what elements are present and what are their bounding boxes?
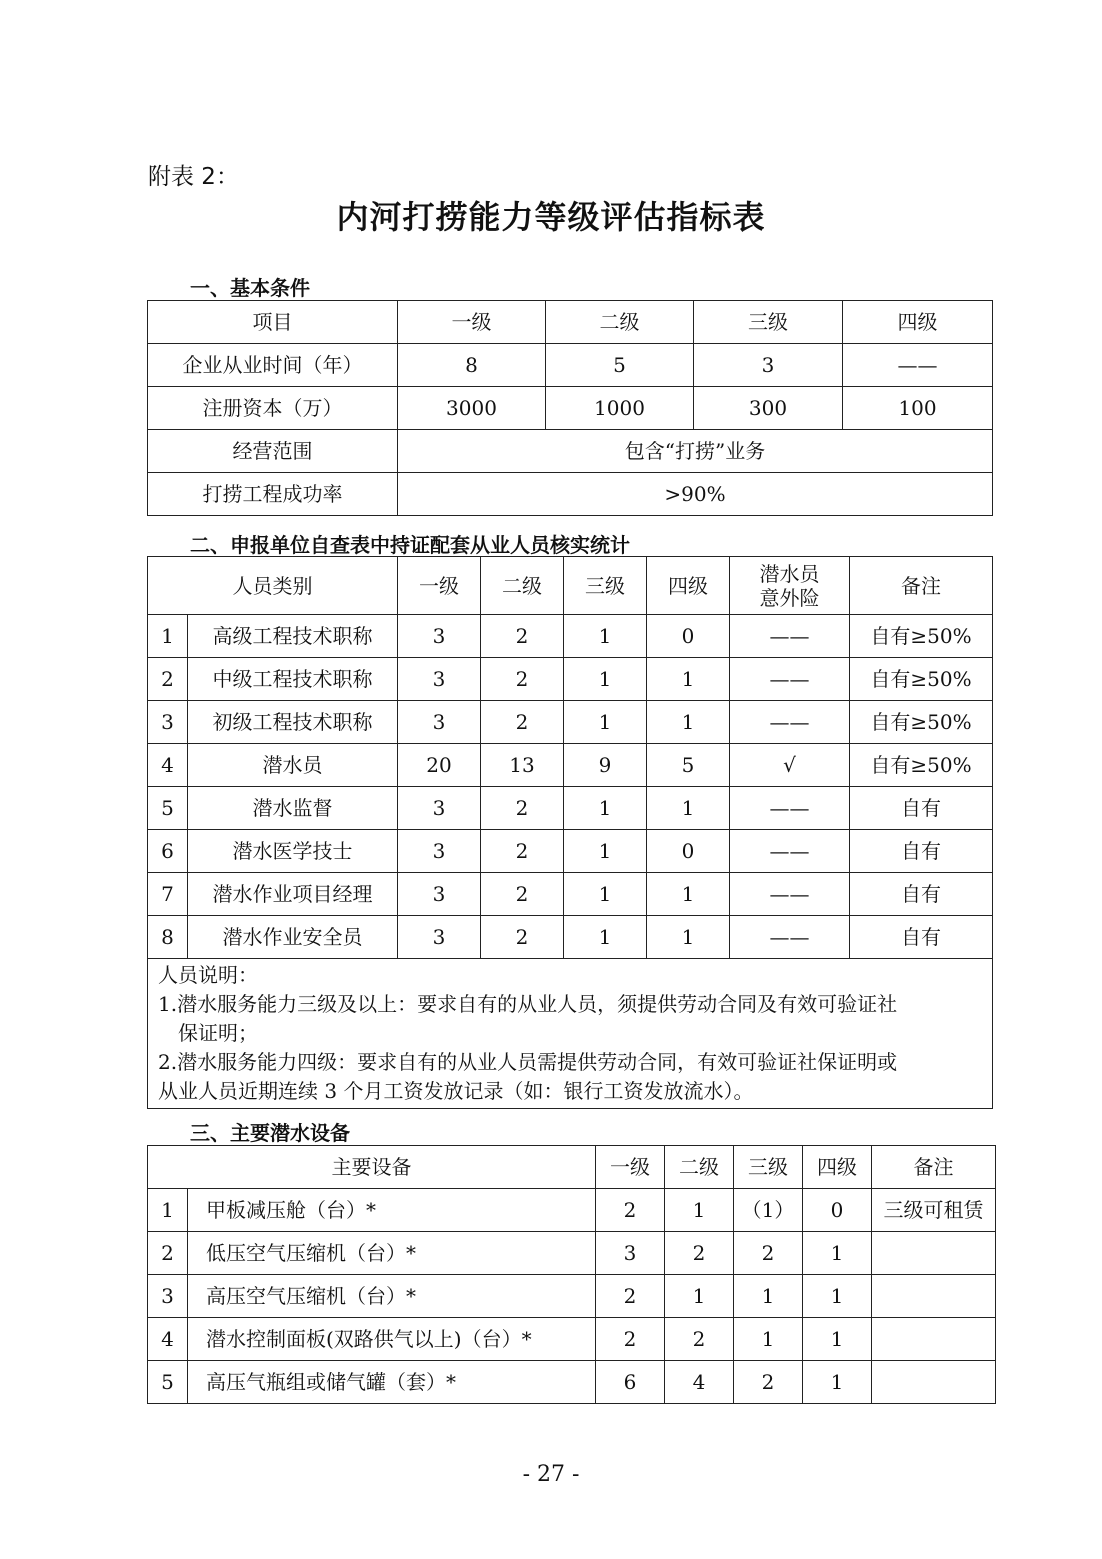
- header-cell: 一级: [398, 301, 546, 344]
- table-row: [148, 387, 993, 430]
- table-row: [148, 473, 993, 516]
- table-row: [148, 1189, 996, 1232]
- cell: 5: [647, 744, 730, 787]
- cell: ——: [730, 916, 850, 959]
- table-row: [148, 1275, 996, 1318]
- header-cell: 二级: [665, 1146, 734, 1189]
- row-label: 高压空气压缩机（台）*: [188, 1275, 596, 1318]
- cell: 0: [803, 1189, 872, 1232]
- notes-cell: [148, 959, 993, 1109]
- header-cell: 人员类别: [148, 557, 398, 615]
- cell: 2: [481, 830, 564, 873]
- row-number: 4: [148, 744, 188, 787]
- row-label: 潜水作业安全员: [188, 916, 398, 959]
- row-number: 4: [148, 1318, 188, 1361]
- header-cell: 一级: [596, 1146, 665, 1189]
- header-cell: 二级: [546, 301, 694, 344]
- table-row: [148, 787, 993, 830]
- cell: 8: [398, 344, 546, 387]
- cell: 2: [665, 1318, 734, 1361]
- cell: ——: [730, 701, 850, 744]
- remark-cell: [872, 1232, 996, 1275]
- row-label: 高压气瓶组或储气罐（套）*: [188, 1361, 596, 1404]
- cell: 6: [596, 1361, 665, 1404]
- section-2-heading: 二、申报单位自查表中持证配套从业人员核实统计: [190, 533, 630, 557]
- remark-cell: 自有: [850, 787, 993, 830]
- row-label: 潜水作业项目经理: [188, 873, 398, 916]
- cell: ——: [843, 344, 993, 387]
- cell: 2: [481, 615, 564, 658]
- header-cell: [730, 557, 850, 615]
- table-row: [148, 344, 993, 387]
- cell: 1: [647, 701, 730, 744]
- cell: >90%: [398, 473, 993, 516]
- row-label: 潜水监督: [188, 787, 398, 830]
- cell: 13: [481, 744, 564, 787]
- row-label: 甲板减压舱（台）*: [188, 1189, 596, 1232]
- cell: 3: [398, 830, 481, 873]
- notes-row: [148, 959, 993, 1109]
- row-number: 7: [148, 873, 188, 916]
- cell: 0: [647, 615, 730, 658]
- table-row: [148, 916, 993, 959]
- row-label: 高级工程技术职称: [188, 615, 398, 658]
- notes-line: 2.潜水服务能力四级：要求自有的从业人员需提供劳动合同，有效可验证社保证明或: [158, 1050, 898, 1074]
- cell: 3: [694, 344, 843, 387]
- table-row: [148, 658, 993, 701]
- cell: 1: [647, 916, 730, 959]
- cell: 1: [803, 1275, 872, 1318]
- cell: 3: [398, 787, 481, 830]
- notes-line: 1.潜水服务能力三级及以上：要求自有的从业人员，须提供劳动合同及有效可验证社: [158, 992, 898, 1016]
- cell: 0: [647, 830, 730, 873]
- cell: 2: [734, 1232, 803, 1275]
- cell: 1: [564, 658, 647, 701]
- header-cell: 备注: [872, 1146, 996, 1189]
- row-number: 6: [148, 830, 188, 873]
- row-label: 打捞工程成功率: [148, 473, 398, 516]
- cell: 1: [564, 787, 647, 830]
- remark-cell: 自有≥50%: [850, 658, 993, 701]
- header-cell: 四级: [843, 301, 993, 344]
- row-label: 潜水控制面板(双路供气以上)（台）*: [188, 1318, 596, 1361]
- row-number: 3: [148, 1275, 188, 1318]
- table-header-row: [148, 1146, 996, 1189]
- table-row: [148, 744, 993, 787]
- remark-cell: 自有: [850, 830, 993, 873]
- row-label: 潜水医学技士: [188, 830, 398, 873]
- cell: 1: [803, 1361, 872, 1404]
- remark-cell: [872, 1361, 996, 1404]
- cell: 5: [546, 344, 694, 387]
- page-number: - 27 -: [522, 1462, 580, 1487]
- remark-cell: 自有: [850, 916, 993, 959]
- cell: 1: [647, 873, 730, 916]
- cell: 3: [398, 873, 481, 916]
- cell: ——: [730, 658, 850, 701]
- row-label: 经营范围: [148, 430, 398, 473]
- row-number: 5: [148, 787, 188, 830]
- cell: 4: [665, 1361, 734, 1404]
- cell: 1: [734, 1275, 803, 1318]
- cell: ——: [730, 787, 850, 830]
- table-row: [148, 1361, 996, 1404]
- equipment-table: [147, 1145, 996, 1404]
- cell: 1: [564, 701, 647, 744]
- cell: 2: [481, 916, 564, 959]
- cell: √: [730, 744, 850, 787]
- table-row: [148, 615, 993, 658]
- header-cell: 三级: [694, 301, 843, 344]
- section-1-heading: 一、基本条件: [190, 276, 310, 300]
- table-header-row: [148, 301, 993, 344]
- cell: ——: [730, 615, 850, 658]
- remark-cell: [872, 1318, 996, 1361]
- cell: 1: [647, 787, 730, 830]
- cell: 3000: [398, 387, 546, 430]
- header-cell: 三级: [734, 1146, 803, 1189]
- cell: 100: [843, 387, 993, 430]
- cell: 3: [596, 1232, 665, 1275]
- notes-line: 从业人员近期连续 3 个月工资发放记录（如：银行工资发放流水）。: [158, 1079, 754, 1103]
- remark-cell: 自有: [850, 873, 993, 916]
- header-line: 意外险: [759, 585, 820, 610]
- header-cell: 三级: [564, 557, 647, 615]
- remark-cell: 自有≥50%: [850, 744, 993, 787]
- row-number: 5: [148, 1361, 188, 1404]
- cell: 2: [596, 1275, 665, 1318]
- section-3-heading: 三、主要潜水设备: [190, 1121, 350, 1145]
- cell: 2: [481, 873, 564, 916]
- table-row: [148, 873, 993, 916]
- cell: 3: [398, 916, 481, 959]
- appendix-label: 附表 2：: [148, 164, 239, 190]
- cell: 9: [564, 744, 647, 787]
- cell: 2: [665, 1232, 734, 1275]
- remark-cell: 自有≥50%: [850, 615, 993, 658]
- cell: 3: [398, 615, 481, 658]
- row-label: 中级工程技术职称: [188, 658, 398, 701]
- table-row: [148, 830, 993, 873]
- cell: 包含“打捞”业务: [398, 430, 993, 473]
- cell: 1: [564, 916, 647, 959]
- row-number: 8: [148, 916, 188, 959]
- cell: 1: [647, 658, 730, 701]
- cell: 2: [596, 1318, 665, 1361]
- row-label: 潜水员: [188, 744, 398, 787]
- row-label: 初级工程技术职称: [188, 701, 398, 744]
- cell: 1: [564, 873, 647, 916]
- cell: 2: [596, 1189, 665, 1232]
- cell: 20: [398, 744, 481, 787]
- header-cell: 四级: [647, 557, 730, 615]
- cell: ——: [730, 873, 850, 916]
- header-cell: 项目: [148, 301, 398, 344]
- cell: 1000: [546, 387, 694, 430]
- cell: 2: [481, 701, 564, 744]
- header-line: 潜水员: [759, 561, 820, 586]
- header-cell: 备注: [850, 557, 993, 615]
- row-number: 3: [148, 701, 188, 744]
- personnel-table: [147, 556, 993, 1109]
- header-cell: 四级: [803, 1146, 872, 1189]
- table-header-row: [148, 557, 993, 615]
- cell: 1: [665, 1189, 734, 1232]
- cell: 3: [398, 701, 481, 744]
- row-number: 1: [148, 1189, 188, 1232]
- basic-conditions-table: [147, 300, 993, 516]
- cell: 1: [564, 830, 647, 873]
- table-row: [148, 701, 993, 744]
- cell: 1: [803, 1318, 872, 1361]
- cell: 1: [803, 1232, 872, 1275]
- header-cell: 一级: [398, 557, 481, 615]
- notes-line: 保证明；: [178, 1021, 258, 1045]
- cell: 300: [694, 387, 843, 430]
- row-number: 2: [148, 1232, 188, 1275]
- row-label: 低压空气压缩机（台）*: [188, 1232, 596, 1275]
- cell: 1: [564, 615, 647, 658]
- row-label: 注册资本（万）: [148, 387, 398, 430]
- cell: 2: [481, 658, 564, 701]
- header-cell: 二级: [481, 557, 564, 615]
- cell: 2: [734, 1361, 803, 1404]
- row-number: 1: [148, 615, 188, 658]
- page-title: 内河打捞能力等级评估指标表: [336, 198, 766, 236]
- table-row: [148, 1232, 996, 1275]
- header-cell: 主要设备: [148, 1146, 596, 1189]
- cell: （1）: [734, 1189, 803, 1232]
- remark-cell: [872, 1275, 996, 1318]
- notes-title: 人员说明：: [158, 963, 258, 987]
- remark-cell: 三级可租赁: [872, 1189, 996, 1232]
- cell: 1: [734, 1318, 803, 1361]
- remark-cell: 自有≥50%: [850, 701, 993, 744]
- table-row: [148, 1318, 996, 1361]
- row-number: 2: [148, 658, 188, 701]
- table-row: [148, 430, 993, 473]
- row-label: 企业从业时间（年）: [148, 344, 398, 387]
- cell: 2: [481, 787, 564, 830]
- cell: 1: [665, 1275, 734, 1318]
- cell: ——: [730, 830, 850, 873]
- cell: 3: [398, 658, 481, 701]
